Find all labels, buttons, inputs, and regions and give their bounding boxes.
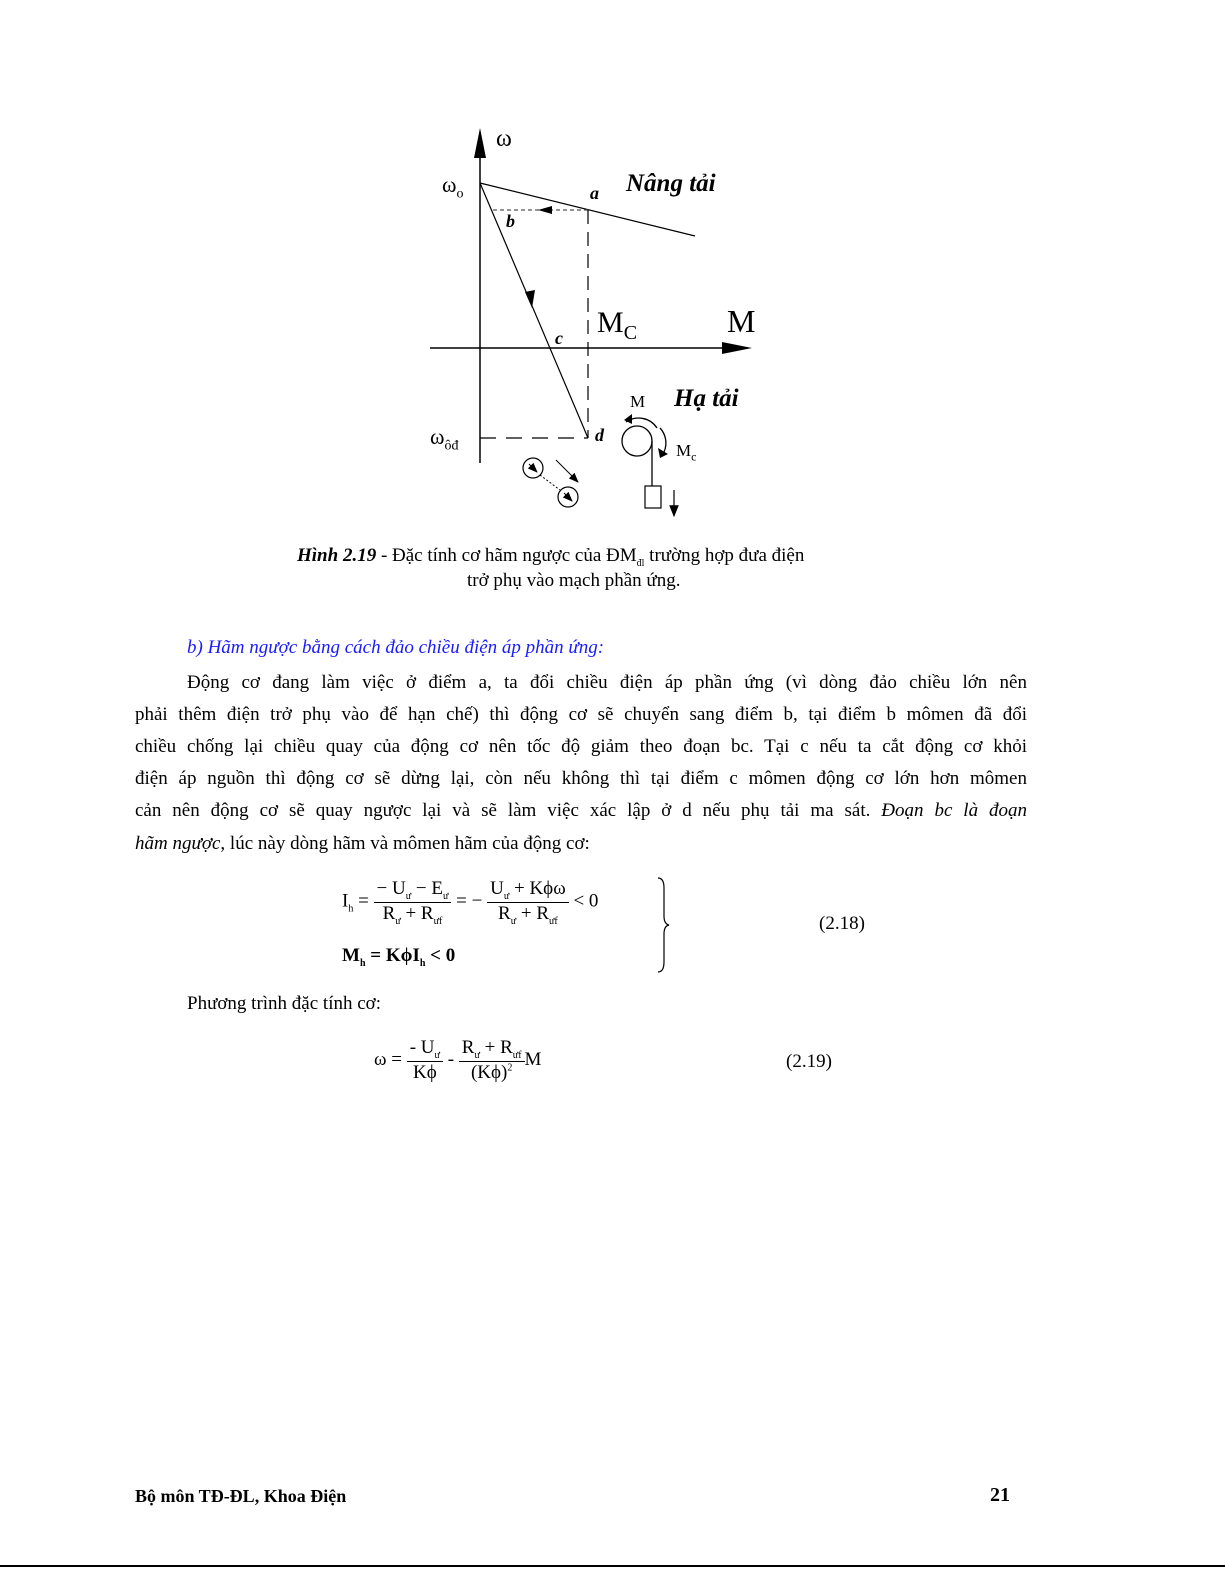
equation-number-2-19: (2.19) xyxy=(786,1051,832,1072)
eq-sub: ư xyxy=(405,890,412,902)
eq-sub: ư xyxy=(434,1049,440,1061)
omega-od-sub: ôđ xyxy=(444,438,459,454)
omega-od-label xyxy=(430,424,458,454)
eq-text: = KϕI xyxy=(365,945,420,966)
equation-number-2-18: (2.18) xyxy=(819,913,865,934)
bottom-rule xyxy=(0,1565,1225,1567)
eq-text: M xyxy=(342,945,360,966)
m-axis-label: M xyxy=(727,303,756,339)
mc-symbol: M xyxy=(597,306,624,339)
omega-label: ω xyxy=(496,126,512,152)
caption-text: - Đặc tính cơ hãm ngược của ĐM xyxy=(376,545,637,566)
omega-axis-arrow xyxy=(474,128,486,158)
fraction xyxy=(459,1037,525,1084)
eq-text: + R xyxy=(479,1037,513,1058)
figure-number: Hình 2.19 xyxy=(297,545,377,566)
eq-text: U xyxy=(490,878,504,899)
eq-text: − U xyxy=(376,878,406,899)
pulley-m-label: M xyxy=(630,392,646,411)
eq-text: R xyxy=(498,902,511,924)
paragraph-line: chiều chống lại chiều quay của động cơ nên tốc độ giảm theo đoạn bc. Tại c nếu ta cắt động cơ khỏi xyxy=(135,736,1027,757)
fraction xyxy=(487,878,569,927)
braking-characteristic xyxy=(480,183,588,438)
eq-sub: h xyxy=(348,903,354,915)
caption-sub: đl xyxy=(636,557,645,569)
pulley-mc-symbol: M xyxy=(676,441,692,460)
figure-caption-line1 xyxy=(297,545,804,569)
eq-sup: 2 xyxy=(507,1062,513,1074)
eq-text: < 0 xyxy=(425,945,456,966)
paragraph-italic: Đoạn bc là đoạn xyxy=(881,800,1028,821)
eq-sub: ư xyxy=(395,915,401,927)
direction-arrow xyxy=(525,290,535,308)
ha-tai-label: Hạ tải xyxy=(674,385,739,412)
eq-text: R xyxy=(382,902,396,924)
figure-caption-line2: trở phụ vào mạch phần ứng. xyxy=(467,570,681,591)
point-d-label: d xyxy=(595,425,604,445)
fraction xyxy=(374,878,452,927)
m-axis-arrow xyxy=(722,342,752,354)
eq-sub: ư xyxy=(510,915,517,927)
brace-icon xyxy=(655,876,671,974)
equation-2-18-line1: $I_h$ = $\frac{- U_ư - E_ư}{R_ư + R_{ưf}}$ = − $\frac{U_ư + K\phi\omega}{R_ư + R_{ưf}}$ < 0 xyxy=(342,878,599,927)
load-weight-icon xyxy=(645,486,661,508)
eq-sub: ư xyxy=(442,890,449,902)
phuong-trinh-label: Phương trình đặc tính cơ: xyxy=(187,993,381,1014)
omega0-sub: o xyxy=(456,186,464,202)
equation-2-19 xyxy=(374,1037,541,1084)
omega0-symbol: ω xyxy=(442,172,457,197)
eq-sub: ưf xyxy=(512,1049,522,1061)
eq-sub: ưf xyxy=(549,915,558,927)
point-b-label: b xyxy=(506,211,515,231)
eq-text: = − xyxy=(456,890,483,912)
eq-text: Kϕ xyxy=(412,1061,437,1083)
eq-text: + R xyxy=(516,902,550,924)
equation-2-18-line2 xyxy=(342,945,455,969)
pulley-mc-label xyxy=(676,441,696,464)
eq-text: - xyxy=(447,1048,455,1070)
footer-department: Bộ môn TĐ-ĐL, Khoa Điện xyxy=(135,1486,347,1506)
page-number: 21 xyxy=(990,1484,1010,1506)
eq-sub: h xyxy=(359,957,366,969)
paragraph-text: , lúc này dòng hãm và mômen hãm của động cơ: xyxy=(220,833,590,854)
mc-sub: C xyxy=(623,322,638,344)
mechanical-characteristic-diagram xyxy=(0,0,1225,560)
eq-text: I xyxy=(342,890,349,912)
eq-text: < 0 xyxy=(573,890,599,912)
paragraph-line: phải thêm điện trở phụ vào để hạn chế) thì động cơ sẽ chuyển sang điểm b, tại điểm b mômen đã đổi xyxy=(135,704,1027,725)
omega-od-symbol: ω xyxy=(430,424,445,449)
a-to-b-arrow xyxy=(538,206,552,214)
eq-text: - U xyxy=(409,1037,435,1058)
eq-text: ω = xyxy=(374,1048,402,1070)
nang-tai-label: Nâng tải xyxy=(626,170,716,197)
eq-text: − E xyxy=(411,878,443,899)
eq-text: M xyxy=(524,1048,542,1070)
omega0-label xyxy=(442,172,463,202)
paragraph-line: Động cơ đang làm việc ở điểm a, ta đổi chiều điện áp phần ứng (vì dòng đảo chiều lớn nên xyxy=(187,672,1027,693)
eq-sub: ưf xyxy=(433,915,443,927)
paragraph-text: cản nên động cơ sẽ quay ngược lại và sẽ làm việc xác lập ở d nếu phụ tải ma sát. xyxy=(135,800,871,821)
pulley-mc-sub: c xyxy=(691,449,697,464)
eq-sub: ư xyxy=(503,890,510,902)
eq-text: + R xyxy=(400,902,434,924)
fraction xyxy=(407,1037,443,1084)
eq-text: + Kϕω xyxy=(509,878,566,899)
mc-label xyxy=(597,306,637,345)
pulley-icon xyxy=(622,426,652,456)
eq-sub: h xyxy=(419,957,426,969)
paragraph-last-line xyxy=(135,833,590,855)
italic-term: hãm ngược xyxy=(135,833,221,854)
eq-text: R xyxy=(461,1037,475,1058)
paragraph-line: điện áp nguồn thì động cơ sẽ dừng lại, còn nếu không thì tại điểm c mômen động cơ lớn hơn mômen xyxy=(135,768,1027,789)
eq-sub: ư xyxy=(474,1049,480,1061)
eq-text: (Kϕ) xyxy=(470,1061,508,1083)
caption-text-end: trường hợp đưa điện xyxy=(644,545,805,566)
point-c-label: c xyxy=(555,328,563,348)
section-heading: b) Hãm ngược bằng cách đảo chiều điện áp phần ứng: xyxy=(187,637,605,658)
paragraph-line xyxy=(135,800,1027,822)
point-a-label: a xyxy=(590,183,599,203)
